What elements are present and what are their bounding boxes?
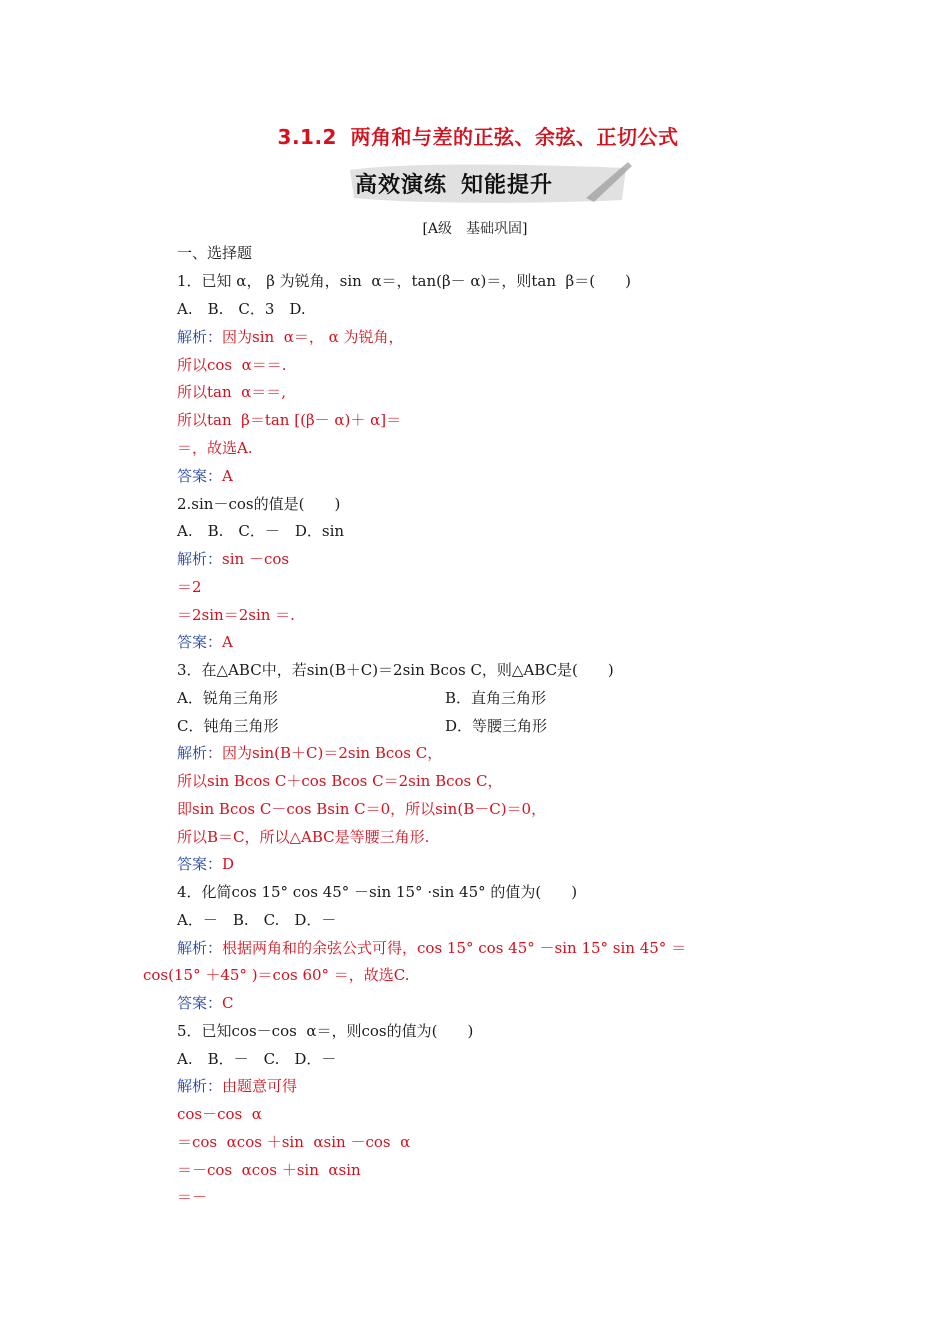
jiexi-label: 解析： [177, 744, 223, 762]
q5-solution-text: 由题意可得 [222, 1077, 298, 1095]
q3-solution-line: 所以B＝C，所以△ABC是等腰三角形. [177, 828, 430, 846]
answer-label: 答案： [177, 855, 223, 873]
q3-solution-text: 因为sin(B＋C)＝2sin Bcos C， [222, 744, 443, 762]
q1-stem: 1．已知 α， β 为锐角，sin α＝，tan(β－ α)＝，则tan β＝( ) [177, 272, 631, 290]
answer-value: A [222, 467, 233, 485]
section-heading: 一、选择题 [177, 244, 253, 262]
q5-options: A. B．－ C. D．－ [177, 1050, 337, 1068]
q5-stem: 5．已知cos－cos α＝，则cos的值为( ) [177, 1022, 474, 1040]
q4-stem: 4．化简cos 15° cos 45° －sin 15° ·sin 45° 的值为( ) [177, 883, 578, 901]
q2-solution-line: ＝2sin＝2sin ＝. [177, 606, 295, 624]
answer-label: 答案： [177, 633, 223, 651]
answer-value: D [222, 855, 235, 873]
q1-answer [177, 466, 233, 486]
q2-solution-line [177, 549, 289, 569]
page-title [0, 121, 950, 150]
q1-solution-line: 所以cos α＝＝. [177, 356, 287, 374]
q3-option-d: D．等腰三角形 [445, 717, 548, 735]
jiexi-label: 解析： [177, 328, 223, 346]
q2-options: A. B. C．－ D．sin [177, 522, 345, 540]
q2-solution-line: ＝2 [177, 578, 202, 596]
q5-solution-line: ＝－cos αcos ＋sin αsin [177, 1161, 361, 1179]
q3-option-a: A．锐角三角形 [177, 689, 278, 707]
answer-value: A [222, 633, 233, 651]
q3-answer [177, 854, 234, 874]
q3-solution-line [177, 743, 442, 763]
q2-stem: 2.sin－cos的值是( ) [177, 495, 341, 513]
answer-label: 答案： [177, 994, 223, 1012]
banner-part2: 知能提升 [461, 173, 554, 198]
q1-solution-line: ＝，故选A. [177, 439, 253, 457]
q1-solution-line: 所以tan β＝tan [(β－ α)＋ α]＝ [177, 411, 402, 429]
q5-solution-line: cos－cos α [177, 1105, 262, 1123]
q3-option-b: B．直角三角形 [445, 689, 547, 707]
q5-solution-line [177, 1076, 297, 1096]
q1-solution-line [177, 327, 404, 347]
section-number: 3.1.2 [277, 125, 337, 149]
q3-stem: 3．在△ABC中，若sin(B＋C)＝2sin Bcos C，则△ABC是( ) [177, 661, 614, 679]
q3-solution-line: 即sin Bcos C－cos Bsin C＝0，所以sin(B－C)＝0， [177, 800, 547, 818]
q5-solution-line: ＝－ [177, 1188, 208, 1206]
q5-solution-line: ＝cos αcos ＋sin αsin －cos α [177, 1133, 411, 1151]
q2-answer [177, 632, 233, 652]
level-heading: [A级 基础巩固] [422, 221, 528, 237]
jiexi-label: 解析： [177, 550, 223, 568]
q4-solution-line [177, 938, 686, 958]
jiexi-label: 解析： [177, 939, 223, 957]
q1-solution-text: 因为sin α＝， α 为锐角， [222, 328, 404, 346]
q3-solution-line: 所以sin Bcos C＋cos Bcos C＝2sin Bcos C， [177, 772, 503, 790]
q1-solution-line: 所以tan α＝＝, [177, 383, 287, 401]
q2-solution-text: sin －cos [222, 550, 290, 568]
banner-title [355, 168, 553, 199]
answer-label: 答案： [177, 467, 223, 485]
q4-options: A．－ B. C. D．－ [177, 911, 337, 929]
answer-value: C [222, 994, 234, 1012]
q4-solution-text: 根据两角和的余弦公式可得，cos 15° cos 45° －sin 15° sin 45° ＝ [222, 939, 687, 957]
q4-solution-line: cos(15° ＋45° )＝cos 60° ＝，故选C. [143, 966, 410, 984]
section-title: 两角和与差的正弦、余弦、正切公式 [350, 125, 679, 149]
jiexi-label: 解析： [177, 1077, 223, 1095]
q1-options: A. B. C．3 D. [177, 300, 306, 318]
banner-part1: 高效演练 [355, 173, 448, 198]
q3-option-c: C．钝角三角形 [177, 717, 279, 735]
q4-answer [177, 993, 234, 1013]
